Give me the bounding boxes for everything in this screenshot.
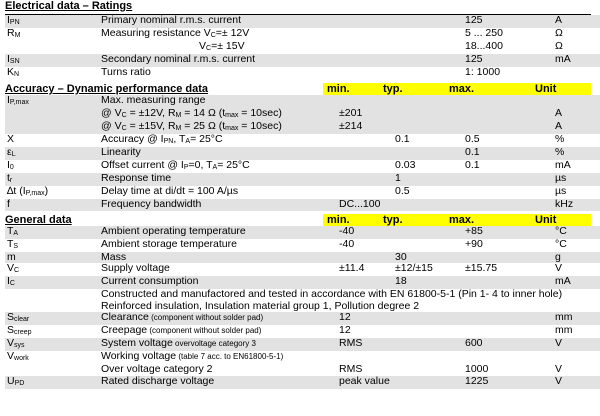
typ-cell: 0.5	[395, 186, 410, 197]
typ-cell: 18	[393, 276, 463, 289]
insulation-table	[5, 312, 600, 389]
typ-cell: 30	[393, 252, 463, 264]
typ-cell: 0.03	[395, 160, 416, 171]
symbol-cell	[5, 364, 99, 376]
unit-cell: A	[553, 121, 600, 134]
table-row	[5, 239, 600, 252]
min-cell: 12	[337, 312, 393, 325]
symbol-subscript: SN	[9, 58, 20, 65]
empty-cell	[393, 28, 463, 41]
min-cell	[337, 147, 393, 160]
note-insulation: Reinforced insulation, Insulation material group 1, Pollution degree 2	[101, 300, 420, 312]
parameter-cell: Response time	[99, 173, 337, 186]
min-cell: -40	[339, 238, 355, 250]
parameter-cell: Current consumption	[99, 276, 337, 289]
symbol-cell: Sclear	[5, 312, 99, 325]
parameter-cell: Primary nominal r.m.s. current	[99, 15, 337, 28]
max-cell	[463, 173, 553, 186]
table-row	[5, 147, 600, 160]
unit-cell	[553, 351, 600, 364]
unit-cell: V	[555, 364, 563, 375]
max-cell: +85	[463, 226, 553, 239]
param-subscript: A	[185, 138, 191, 145]
note-standard: Constructed and manufactored and tested in accordance with EN 61800-5-1 (Pin 1- 4 to inner hole)	[101, 289, 563, 300]
symbol-cell: m	[5, 252, 99, 264]
min-cell: ±11.4	[339, 263, 365, 274]
typ-cell: ±12/±15	[395, 263, 433, 274]
max-cell	[463, 276, 553, 289]
symbol-subscript: A	[13, 229, 19, 237]
empty-cell	[337, 41, 393, 54]
param-subscript: C	[206, 45, 212, 52]
param-subscript: max	[225, 125, 239, 132]
param-subscript: C	[121, 125, 127, 132]
section-title-text: Electrical data – Ratings	[5, 0, 133, 12]
param-subscript: PN	[163, 138, 174, 145]
table-row	[5, 67, 600, 80]
parameter-cell: Working voltage (table 7 acc. to EN61800-5-1)	[101, 351, 284, 362]
max-cell	[463, 252, 553, 264]
symbol-subscript: creep	[14, 329, 32, 336]
table-row	[5, 338, 600, 351]
symbol-cell: IC	[5, 276, 99, 289]
parameter-cell: Frequency bandwidth	[99, 199, 337, 211]
section-title-general: General data	[5, 213, 72, 226]
empty-cell	[337, 15, 393, 28]
symbol-cell: Vwork	[7, 351, 29, 362]
param-subscript: C	[210, 32, 216, 39]
min-cell: RMS	[337, 338, 393, 351]
table-row	[5, 199, 600, 211]
table-row	[5, 54, 600, 67]
parameter-cell: Ambient operating temperature	[99, 226, 337, 239]
symbol-cell: Screep	[7, 325, 32, 336]
symbol-cell: Vsys	[5, 338, 99, 351]
table-row	[5, 252, 600, 264]
symbol-subscript: C	[9, 280, 15, 287]
unit-cell: V	[553, 338, 600, 351]
min-cell: DC...100	[337, 199, 393, 211]
min-cell	[337, 134, 393, 147]
parameter-cell: Measuring resistance VC=± 12V	[101, 28, 250, 39]
unit-cell: V	[553, 376, 600, 389]
symbol-subscript: PN	[9, 19, 20, 26]
typ-cell	[393, 108, 463, 121]
max-cell: ±15.75	[465, 263, 498, 274]
typ-cell	[393, 121, 463, 134]
typ-cell	[393, 199, 463, 211]
min-cell	[337, 276, 393, 289]
symbol-cell: IP,max	[5, 95, 99, 108]
symbol-cell: I0	[7, 160, 14, 171]
parameter-cell: @ VC = ±15V, RM = 25 Ω (tmax = 10sec)	[99, 121, 337, 134]
typ-cell	[393, 338, 463, 351]
empty-cell	[337, 54, 393, 67]
empty-cell	[393, 41, 463, 54]
parameter-cell: Secondary nominal r.m.s. current	[99, 54, 337, 67]
min-cell: peak value	[337, 376, 393, 389]
symbol-cell	[5, 108, 99, 121]
parameter-cell: Max. measuring range	[99, 95, 337, 108]
unit-cell: mA	[553, 54, 600, 67]
param-subscript: M	[175, 125, 182, 132]
value-cell: 125	[463, 15, 553, 28]
parameter-cell: @ VC = ±12V, RM = 14 Ω (tmax = 10sec)	[99, 108, 337, 121]
parameter-cell: Turns ratio	[101, 67, 151, 78]
symbol-subscript: P,max	[25, 190, 45, 197]
value-cell: 1: 1000	[465, 67, 501, 78]
parameter-cell: Over voltage category 2	[101, 364, 213, 375]
empty-cell	[337, 28, 393, 41]
unit-cell: %	[553, 147, 600, 160]
parameter-cell: Supply voltage	[101, 263, 170, 274]
unit-cell: mm	[555, 325, 573, 336]
table-row	[5, 376, 600, 389]
table-row	[5, 263, 600, 276]
table-row	[5, 15, 600, 28]
symbol-cell: X	[7, 134, 15, 145]
max-cell	[463, 199, 553, 211]
table-row	[5, 121, 600, 134]
table-row	[5, 173, 600, 186]
table-row	[5, 28, 600, 41]
unit-cell: %	[555, 134, 565, 145]
parameter-cell: Accuracy @ IPN, TA= 25°C	[101, 134, 223, 145]
unit-cell: °C	[555, 238, 567, 250]
param-note: overvoltage category 3	[172, 339, 256, 348]
max-cell	[463, 312, 553, 325]
symbol-subscript: sys	[14, 342, 25, 349]
unit-cell: A	[553, 108, 600, 121]
min-cell	[337, 186, 393, 199]
section-title-accuracy: Accuracy – Dynamic performance data	[5, 83, 208, 95]
symbol-cell	[5, 41, 99, 54]
symbol-subscript: L	[11, 151, 16, 158]
min-cell	[337, 173, 393, 186]
param-subscript: P	[183, 164, 189, 171]
unit-cell: µs	[555, 186, 567, 197]
symbol-subscript: C	[14, 267, 20, 274]
parameter-cell: System voltage overvoltage category 3	[99, 338, 337, 351]
min-cell: -40	[337, 226, 393, 239]
value-cell: 5 ... 250	[465, 28, 503, 39]
empty-cell	[337, 67, 393, 80]
symbol-cell: ISN	[5, 54, 99, 67]
symbol-cell: KN	[7, 67, 20, 78]
symbol-subscript: 0	[9, 164, 14, 171]
symbol-subscript: M	[14, 32, 21, 39]
min-cell	[337, 252, 393, 264]
max-cell: 0.1	[465, 160, 480, 171]
unit-cell: °C	[553, 226, 600, 239]
empty-cell	[393, 15, 463, 28]
symbol-subscript: N	[14, 71, 20, 78]
header-min: min.	[323, 214, 379, 226]
typ-cell	[393, 239, 463, 252]
typ-cell: 1	[393, 173, 463, 186]
header-max: max.	[445, 83, 531, 95]
header-unit: Unit	[531, 214, 591, 226]
parameter-cell: Creepage (component without solder pad)	[101, 325, 262, 336]
symbol-cell: f	[5, 199, 99, 211]
max-cell	[463, 95, 553, 108]
unit-cell: Ω	[555, 41, 563, 52]
parameter-cell: Clearance (component without solder pad)	[99, 312, 337, 325]
unit-cell: V	[555, 263, 563, 274]
max-cell: 600	[463, 338, 553, 351]
symbol-cell	[5, 121, 99, 134]
accuracy-header	[5, 83, 591, 95]
min-cell: RMS	[339, 364, 363, 375]
section-title-electrical	[5, 0, 591, 14]
unit-cell: g	[553, 252, 600, 264]
parameter-cell: Ambient storage temperature	[101, 238, 237, 250]
table-row	[5, 108, 600, 121]
symbol-subscript: S	[13, 242, 19, 250]
max-cell	[463, 121, 553, 134]
symbol-cell: εL	[5, 147, 99, 160]
max-cell: 1000	[465, 364, 489, 375]
typ-cell	[393, 325, 463, 338]
empty-cell	[393, 67, 463, 80]
unit-cell: mA	[553, 276, 600, 289]
table-row	[5, 95, 600, 108]
typ-cell	[393, 376, 463, 389]
min-cell: ±201	[337, 108, 393, 121]
symbol-cell: VC	[7, 263, 20, 274]
table-row	[5, 134, 600, 147]
symbol-subscript: P,max	[9, 99, 29, 106]
max-cell: +90	[465, 238, 483, 250]
symbol-cell: RM	[7, 28, 21, 39]
unit-cell: Ω	[555, 28, 563, 39]
header-max: max.	[445, 214, 531, 226]
table-row	[5, 186, 600, 199]
table-row	[5, 160, 600, 173]
unit-cell: µs	[553, 173, 600, 186]
symbol-cell: TS	[7, 238, 19, 250]
symbol-cell: UPD	[5, 376, 99, 389]
typ-cell: 0.1	[395, 134, 410, 145]
table-row	[5, 41, 600, 54]
min-cell	[337, 95, 393, 108]
typ-cell	[393, 147, 463, 160]
unit-cell: mA	[555, 160, 571, 171]
typ-cell	[393, 364, 463, 376]
typ-cell	[393, 226, 463, 239]
min-cell	[337, 160, 393, 173]
value-cell: 18...400	[465, 41, 503, 52]
table-row	[5, 325, 600, 338]
min-cell	[337, 351, 393, 364]
table-row	[5, 364, 600, 376]
unit-cell: mm	[553, 312, 600, 325]
parameter-cell: Linearity	[99, 147, 337, 160]
parameter-cell: Offset current @ IP=0, TA= 25°C	[101, 160, 250, 171]
header-unit: Unit	[531, 83, 591, 95]
param-note: (component without solder pad)	[147, 326, 262, 335]
unit-cell	[553, 95, 600, 108]
symbol-subscript: r	[9, 177, 13, 184]
table-row	[5, 312, 600, 325]
typ-cell	[393, 351, 463, 364]
param-note: (component without solder pad)	[148, 313, 264, 322]
table-row	[5, 226, 600, 239]
min-cell: ±214	[337, 121, 393, 134]
table-row	[5, 351, 600, 364]
unit-cell: A	[553, 15, 600, 28]
param-subscript: max	[225, 112, 239, 119]
param-subscript: M	[175, 112, 182, 119]
max-cell: 1225	[463, 376, 553, 389]
param-subscript: A	[212, 164, 218, 171]
parameter-cell: Rated discharge voltage	[99, 376, 337, 389]
typ-cell	[393, 95, 463, 108]
symbol-cell: TA	[5, 226, 99, 239]
table-row	[5, 276, 600, 289]
header-min: min.	[323, 83, 379, 95]
symbol-cell: ∆t (IP,max)	[7, 186, 49, 197]
parameter-cell: Mass	[99, 252, 337, 264]
header-typ: typ.	[379, 83, 445, 95]
max-cell	[463, 325, 553, 338]
max-cell: 0.1	[463, 147, 553, 160]
accuracy-table	[5, 95, 600, 211]
electrical-ratings-table	[5, 15, 600, 80]
symbol-subscript: clear	[14, 316, 30, 323]
parameter-cell: VC=± 15V	[199, 41, 245, 52]
empty-cell	[393, 54, 463, 67]
header-typ: typ.	[379, 214, 445, 226]
symbol-subscript: work	[14, 355, 29, 362]
general-header	[5, 214, 591, 226]
typ-cell	[393, 312, 463, 325]
value-cell: 125	[463, 54, 553, 67]
symbol-cell: tr	[5, 173, 99, 186]
unit-cell: kHz	[553, 199, 600, 211]
max-cell	[463, 186, 553, 199]
datasheet-page	[5, 0, 591, 389]
symbol-cell: IPN	[5, 15, 99, 28]
parameter-cell: Delay time at di/dt = 100 A/µs	[101, 186, 239, 197]
general-notes	[5, 289, 591, 312]
max-cell	[463, 351, 553, 364]
max-cell	[463, 108, 553, 121]
param-note: (table 7 acc. to EN61800-5-1)	[176, 352, 284, 361]
max-cell: 0.5	[465, 134, 480, 145]
unit-cell	[553, 67, 600, 80]
param-subscript: C	[121, 112, 127, 119]
symbol-subscript: PD	[14, 379, 25, 387]
general-table	[5, 226, 600, 290]
min-cell: 12	[339, 325, 351, 336]
